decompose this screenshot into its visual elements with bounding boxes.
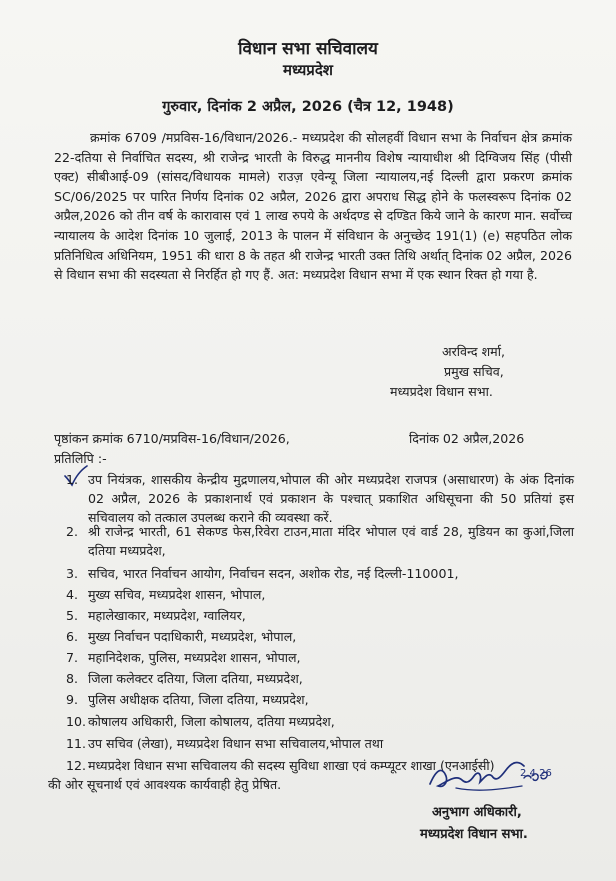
list-item-number: 8.: [66, 671, 79, 686]
list-item-number: 1.: [66, 472, 79, 487]
list-item-text: महानिदेशक, पुलिस, मध्यप्रदेश शासन, भोपाल,: [88, 650, 301, 665]
list-item-text: मुख्य निर्वाचन पदाधिकारी, मध्यप्रदेश, भोपाल,: [88, 629, 297, 644]
list-item-number: 9.: [66, 692, 79, 707]
list-item-text: उप सचिव (लेखा), मध्यप्रदेश विधान सभा सचिवालय,भोपाल तथा: [88, 736, 384, 751]
section-officer-office: मध्यप्रदेश विधान सभा.: [420, 827, 528, 842]
endorsement-date: दिनांक 02 अप्रैल,2026: [409, 431, 525, 446]
list-item-number: 10.: [66, 714, 87, 729]
list-item-number: 11.: [66, 736, 87, 751]
list-item-text: पुलिस अधीक्षक दतिया, जिला दतिया, मध्यप्रदेश,: [88, 692, 309, 707]
endorsement-number: पृष्ठांकन क्रमांक 6710/मप्रविस-16/विधान/2026,: [54, 431, 290, 446]
signatory-designation: प्रमुख सचिव,: [444, 364, 504, 379]
list-item-text: सचिव, भारत निर्वाचन आयोग, निर्वाचन सदन, अशोक रोड, नई दिल्ली-110001,: [88, 566, 459, 581]
list-item-text: मुख्य सचिव, मध्यप्रदेश शासन, भोपाल,: [88, 587, 266, 602]
list-item-text-continuation: की ओर सूचनार्थ एवं आवश्यक कार्यवाही हेतु प्रेषित.: [48, 777, 282, 792]
list-item-text: महालेखाकार, मध्यप्रदेश, ग्वालियर,: [88, 608, 246, 623]
endorsement-line: [54, 430, 574, 447]
secretariat-title: विधान सभा सचिवालय: [238, 39, 378, 59]
state-title: मध्यप्रदेश: [282, 61, 333, 79]
list-item-number: 7.: [66, 650, 79, 665]
list-item-number: 2.: [66, 524, 79, 539]
list-item-number: 12.: [66, 758, 87, 773]
list-item-number: 4.: [66, 587, 79, 602]
signature-date: 2.4.26: [520, 768, 552, 779]
list-item-text: मध्यप्रदेश विधान सभा सचिवालय की सदस्य सुविधा शाखा एवं कम्प्यूटर शाखा (एनआईसी): [88, 758, 495, 773]
principal-secretary-signature-block: [390, 342, 590, 402]
signatory-name: अरविन्द शर्मा,: [442, 344, 505, 359]
list-item-text: श्री राजेन्द्र भारती, 61 सेकण्ड फेस,रिवेरा टाउन,माता मंदिर भोपाल एवं वार्ड 28, मुडियन का कुआं,जिला दतिया मध्यप्रदेश,: [88, 524, 574, 558]
list-item-text: कोषालय अधिकारी, जिला कोषालय, दतिया मध्यप्रदेश,: [88, 714, 335, 729]
list-item-text: जिला कलेक्टर दतिया, जिला दतिया, मध्यप्रदेश,: [88, 671, 303, 686]
section-officer-designation: अनुभाग अधिकारी,: [432, 805, 522, 820]
section-officer-signature-block: [420, 802, 600, 846]
list-item-number: 3.: [66, 566, 79, 581]
signatory-office: मध्यप्रदेश विधान सभा.: [390, 384, 493, 399]
handwritten-signature-icon: [426, 752, 556, 802]
list-item-number: 6.: [66, 629, 79, 644]
list-item-text: उप नियंत्रक, शासकीय केन्द्रीय मुद्रणालय,भोपाल की ओर मध्यप्रदेश राजपत्र (असाधारण) के अंक दिनांक 02 अप्रैल, 2026 के प्रकाशनार्थ एवं प्रकाशन के पश्चात् प्रकाशित अधिसूचना की 50 प्रतियां इस सचिवालय को तत्काल उपलब्ध कराने की व्यवस्था करें.: [88, 472, 574, 525]
list-item-number: 5.: [66, 608, 79, 623]
notification-paragraph: क्रमांक 6709 /मप्रविस-16/विधान/2026.- मध्यप्रदेश की सोलहवीं विधान सभा के निर्वाचन क्षेत्र क्रमांक 22-दतिया से निर्वाचित सदस्य, श्री राजेन्द्र भारती के विरुद्ध माननीय विशेष न्यायाधीश श्री दिग्विजय सिंह (पीसी एक्ट) सीबीआई-09 (सांसद/विधायक मामले) राउज़ एवेन्यू जिला न्यायालय,नई दिल्ली द्वारा प्रकरण क्रमांक SC/06/2025 पर पारित निर्णय दिनांक 02 अप्रैल, 2026 द्वारा अपराध सिद्ध होने के फलस्वरूप दिनांक 02 अप्रैल,2026 को तीन वर्ष के कारावास एवं 1 लाख रुपये के अर्थदण्ड से दण्डित किये जाने के कारण मान. सर्वोच्च न्यायालय के आदेश दिनांक 10 जुलाई, 2013 के पालन में संविधान के अनुच्छेद 191(1) (e) सहपठित लोक प्रतिनिधित्व अधिनियम, 1951 की धारा 8 के तहत श्री राजेन्द्र भारती उक्त तिथि अर्थात् दिनांक 02 अप्रैल, 2026 से विधान सभा की सदस्यता से निरर्हित हो गए हैं. अत: मध्यप्रदेश विधान सभा में एक स्थान रिक्त हो गया है.: [54, 130, 572, 283]
notification-date: गुरुवार, दिनांक 2 अप्रैल, 2026 (चैत्र 12, 1948): [162, 99, 454, 115]
copy-to-label: प्रतिलिपि :-: [54, 451, 107, 466]
